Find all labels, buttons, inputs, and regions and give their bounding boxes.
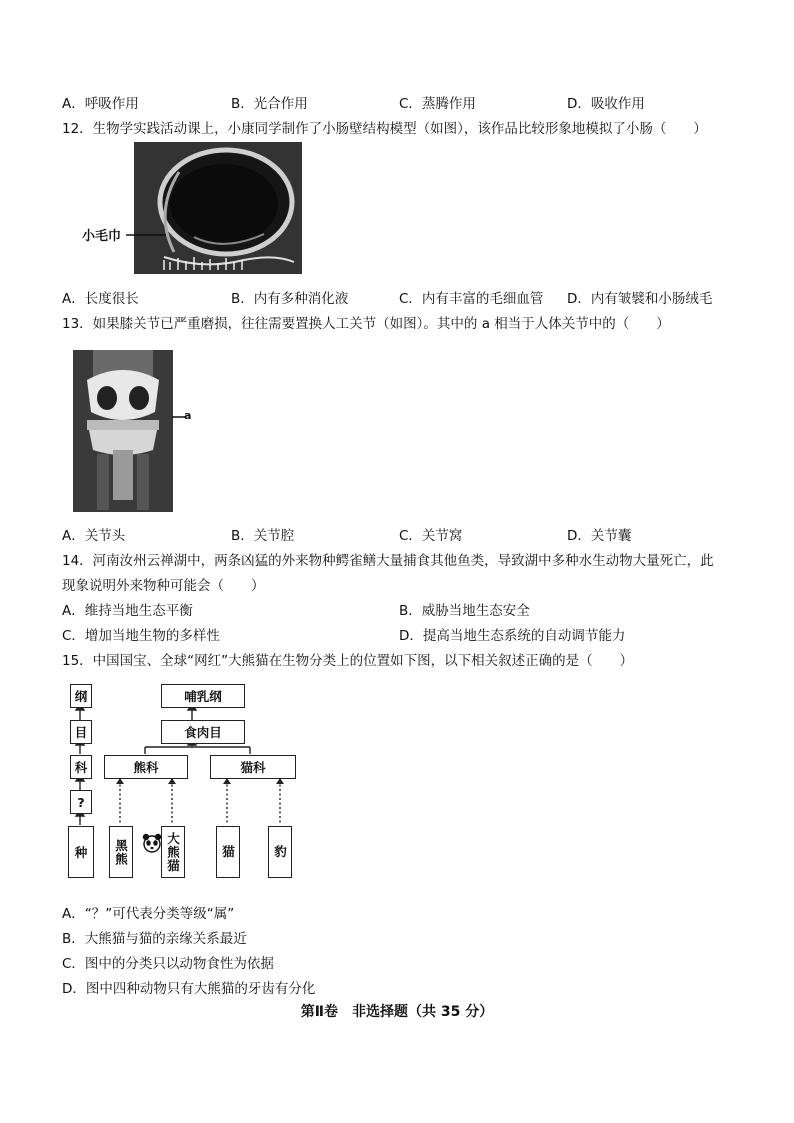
species-leopard-box: 豹	[268, 826, 292, 878]
q13-option-a: A．关节头	[62, 528, 126, 544]
level-class-box: 纲	[70, 684, 92, 708]
q12-option-d: D．内有皱襞和小肠绒毛	[567, 291, 713, 307]
mammalia-box: 哺乳纲	[161, 684, 245, 708]
q13-option-b: B．关节腔	[231, 528, 295, 544]
q13-figure-label: a	[184, 409, 192, 422]
ursidae-box: 熊科	[104, 755, 188, 779]
q15-stem: 15．中国国宝、全球“网红”大熊猫在生物分类上的位置如下图，以下相关叙述正确的是（ ）	[62, 653, 634, 669]
q12-option-a: A．长度很长	[62, 291, 139, 307]
level-genus-unknown-box: ?	[70, 790, 92, 814]
q15-option-b: B．大熊猫与猫的亲缘关系最近	[62, 931, 247, 947]
level-order-box: 目	[70, 720, 92, 744]
q12-stem: 12．生物学实践活动课上，小康同学制作了小肠壁结构模型（如图），该作品比较形象地模拟了小肠（ ）	[62, 121, 707, 137]
q12-option-c: C．内有丰富的毛细血管	[399, 291, 544, 307]
q13-option-d: D．关节囊	[567, 528, 632, 544]
q15-option-c: C．图中的分类只以动物食性为依据	[62, 956, 274, 972]
q15-option-d: D．图中四种动物只有大熊猫的牙齿有分化	[62, 981, 316, 997]
q11-option-d: D．吸收作用	[567, 96, 645, 112]
panda-icon	[141, 832, 163, 858]
q15-option-a: A．“？”可代表分类等级“属”	[62, 906, 235, 922]
section-title: 第Ⅱ卷 非选择题（共 35 分）	[300, 1004, 494, 1020]
level-family-box: 科	[70, 755, 92, 779]
species-cat-box: 猫	[216, 826, 240, 878]
q14-stem-line2: 现象说明外来物种可能会（ ）	[62, 578, 265, 594]
q13-stem: 13．如果膝关节已严重磨损，往往需要置换人工关节（如图）。其中的 a 相当于人体关节中的（ ）	[62, 316, 670, 332]
q11-option-c: C．蒸腾作用	[399, 96, 476, 112]
q14-stem-line1: 14．河南汝州云禅湖中，两条凶猛的外来物种鳄雀鳝大量捕食其他鱼类，导致湖中多种水生动物大量死亡，此	[62, 553, 714, 569]
species-giant-panda-box: 大熊猫	[161, 826, 185, 878]
q11-option-b: B．光合作用	[231, 96, 308, 112]
q14-option-b: B．威胁当地生态安全	[399, 603, 530, 619]
q14-option-c: C．增加当地生物的多样性	[62, 628, 220, 644]
q13-knee-joint-xray	[73, 350, 173, 512]
level-species-box: 种	[68, 826, 94, 878]
carnivora-box: 食肉目	[161, 720, 245, 744]
q12-intestine-model-photo	[134, 142, 302, 274]
q12-option-b: B．内有多种消化液	[231, 291, 349, 307]
q12-figure-label: 小毛巾	[82, 229, 122, 244]
q11-option-a: A．呼吸作用	[62, 96, 139, 112]
species-black-bear-box: 黑熊	[109, 826, 133, 878]
q13-option-c: C．关节窝	[399, 528, 463, 544]
felidae-box: 猫科	[210, 755, 296, 779]
q12-label-pointer-line	[126, 232, 166, 240]
q14-option-a: A．维持当地生态平衡	[62, 603, 193, 619]
q14-option-d: D．提高当地生态系统的自动调节能力	[399, 628, 626, 644]
